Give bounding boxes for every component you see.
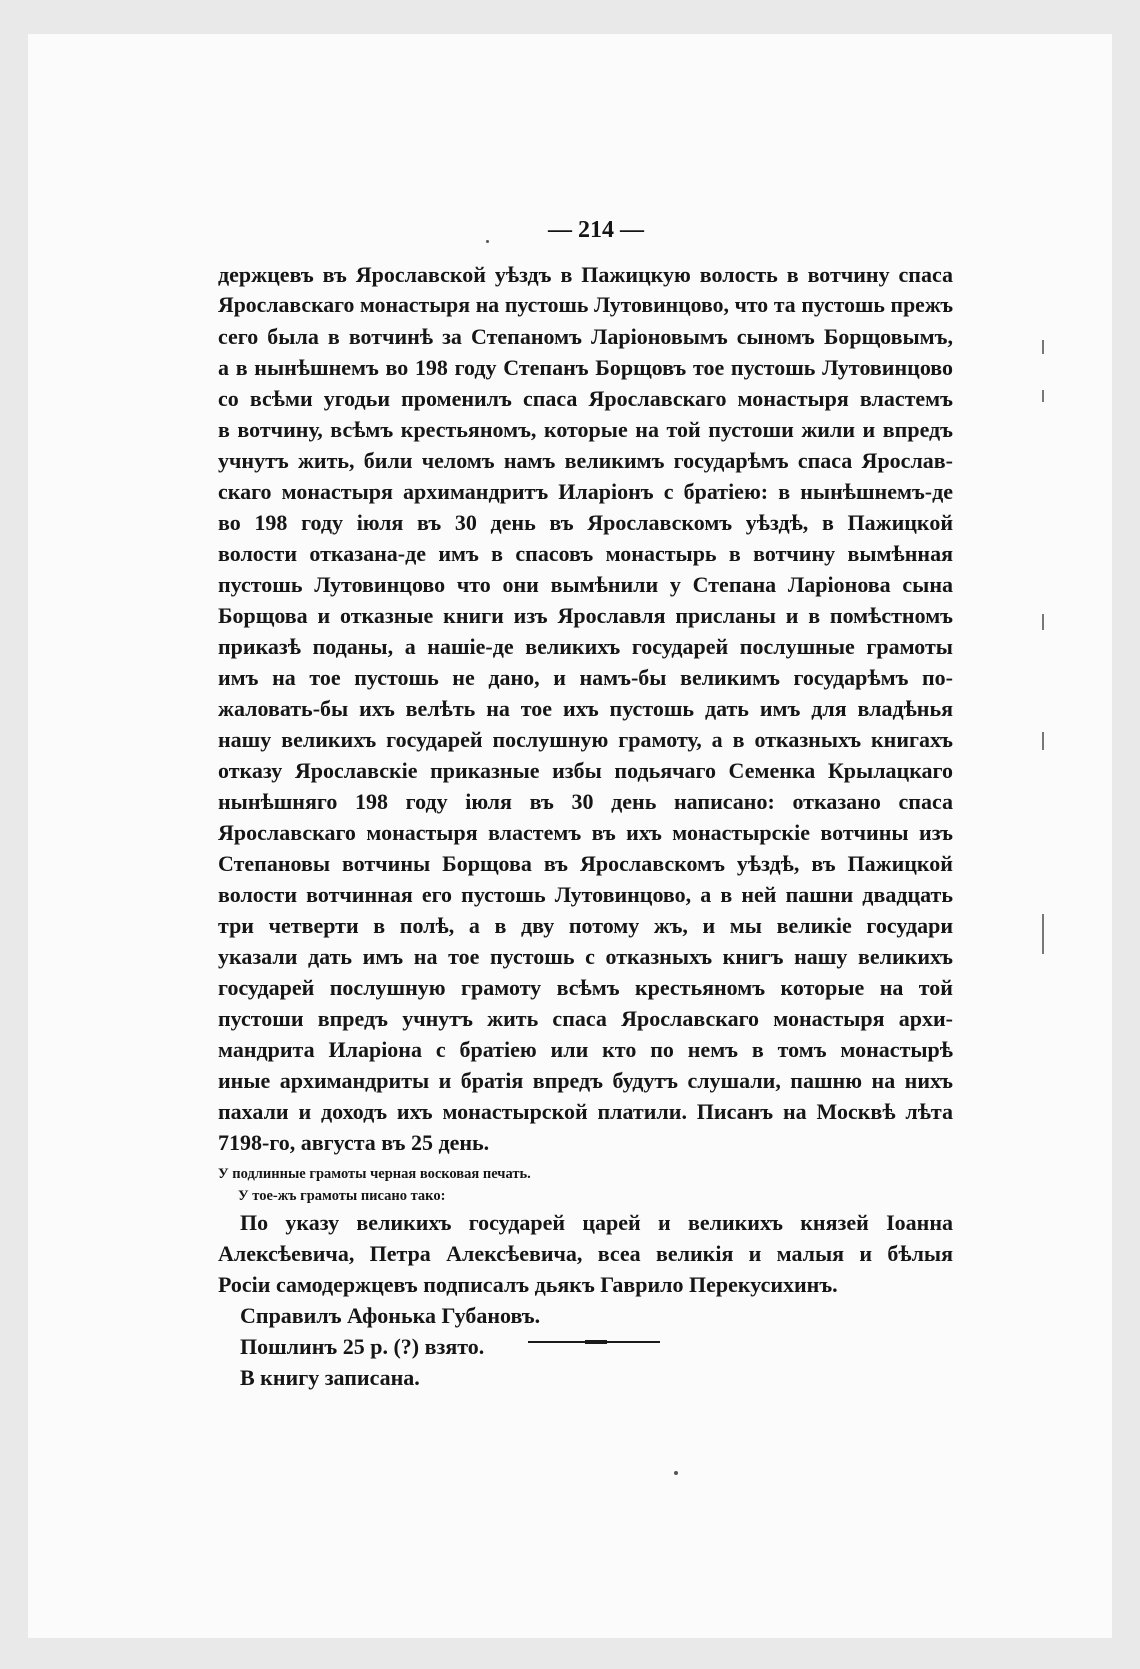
body-line: а в нынѣшнемъ во 198 году Степанъ Борщовъ тое пустошь Лутовинцово: [218, 355, 953, 380]
closing-line: Справилъ Афонька Губановъ.: [240, 1303, 541, 1328]
signature-line: По указу великихъ государей царей и великихъ князей Іоанна: [240, 1210, 953, 1235]
end-rule-center: [585, 1340, 607, 1344]
scan-edge-mark: [1042, 340, 1044, 354]
scan-edge-mark: [1042, 390, 1044, 402]
closing-line: Пошлинъ 25 р. (?) взято.: [240, 1334, 485, 1359]
scan-speck: [486, 240, 489, 243]
scan-edge-mark: [1042, 732, 1044, 750]
body-line: учнутъ жить, били челомъ намъ великимъ государѣмъ спаса Ярослав-: [218, 448, 953, 473]
scan-edge-mark: [1042, 614, 1044, 630]
back-note: У тое-жъ грамоты писано тако:: [238, 1188, 446, 1204]
body-line: во 198 году іюля въ 30 день въ Ярославскомъ уѣздѣ, в Пажицкой: [218, 510, 953, 535]
body-line: пахали и доходъ ихъ монастырской платили. Писанъ на Москвѣ лѣта: [218, 1099, 953, 1124]
body-line: Ярославскаго монастыря на пустошь Лутовинцово, что та пустошь прежъ: [218, 293, 953, 317]
body-line: имъ на тое пустошь не дано, и намъ-бы великимъ государѣмъ по-: [218, 665, 953, 690]
body-line: Степановы вотчины Борщова въ Ярославскомъ уѣздѣ, въ Пажицкой: [218, 851, 953, 876]
body-line: приказѣ поданы, а нашіе-де великихъ государей послушные грамоты: [218, 634, 953, 659]
body-line: волости вотчинная его пустошь Лутовинцово, а в ней пашни двадцать: [218, 882, 953, 907]
body-line: сего была в вотчинѣ за Степаномъ Ларіоновымъ сыномъ Борщовымъ,: [218, 324, 953, 349]
signature-line: Алексѣевича, Петра Алексѣевича, всеа великія и малыя и бѣлыя: [218, 1241, 953, 1266]
body-line: указали дать имъ на тое пустошь с отказныхъ книгъ нашу великихъ: [218, 944, 953, 969]
scan-edge-mark: [1042, 914, 1044, 954]
seal-note: У подлинные грамоты черная восковая печать.: [218, 1166, 531, 1182]
body-line: иные архимандриты и братія впредъ будутъ слушали, пашню на нихъ: [218, 1068, 953, 1093]
body-line: пустошь Лутовинцово что они вымѣнили у Степана Ларіонова сына: [218, 572, 953, 597]
scan-speck: [674, 1471, 678, 1475]
page-number: — 214 —: [548, 217, 644, 243]
body-line: нашу великихъ государей послушную грамоту, а в отказныхъ книгахъ: [218, 727, 953, 752]
body-line: три четверти в полѣ, а в дву потому жъ, и мы великіе государи: [218, 913, 953, 938]
main-text: [218, 259, 953, 1393]
body-line: жаловать-бы ихъ велѣть на тое ихъ пустошь дать имъ для владѣнья: [218, 696, 953, 721]
body-line: в вотчину, всѣмъ крестьяномъ, которые на той пустоши жили и впредъ: [218, 417, 953, 442]
body-line: волости отказана-де имъ в спасовъ монастырь в вотчину вымѣнная: [218, 541, 953, 566]
body-line: отказу Ярославскіе приказные избы подьячаго Семенка Крылацкаго: [218, 758, 953, 783]
body-line: 7198-го, августа въ 25 день.: [218, 1130, 490, 1155]
body-line: Борщова и отказные книги изъ Ярославля присланы и в помѣстномъ: [218, 603, 953, 628]
body-line: скаго монастыря архимандритъ Иларіонъ с братіею: в нынѣшнемъ-де: [218, 479, 953, 504]
body-line: нынѣшняго 198 году іюля въ 30 день написано: отказано спаса: [218, 789, 953, 814]
body-line: Ярославскаго монастыря властемъ въ ихъ монастырскіе вотчины изъ: [218, 820, 953, 845]
body-line: пустоши впредъ учнутъ жить спаса Ярославскаго монастыря архи-: [218, 1006, 953, 1031]
body-line: государей послушную грамоту всѣмъ крестьяномъ которые на той: [218, 975, 953, 1000]
body-line: мандрита Иларіона с братіею или кто по немъ в томъ монастырѣ: [218, 1037, 953, 1062]
signature-line: Росіи самодержцевъ подписалъ дьякъ Гаврило Перекусихинъ.: [218, 1272, 838, 1297]
body-line: со всѣми угодьи променилъ спаса Ярославскаго монастыря властемъ: [218, 386, 953, 411]
closing-line: В книгу записана.: [240, 1365, 420, 1390]
body-line: держцевъ въ Ярославской уѣздъ в Пажицкую волость в вотчину спаса: [218, 262, 953, 287]
document-page: [28, 34, 1112, 1638]
